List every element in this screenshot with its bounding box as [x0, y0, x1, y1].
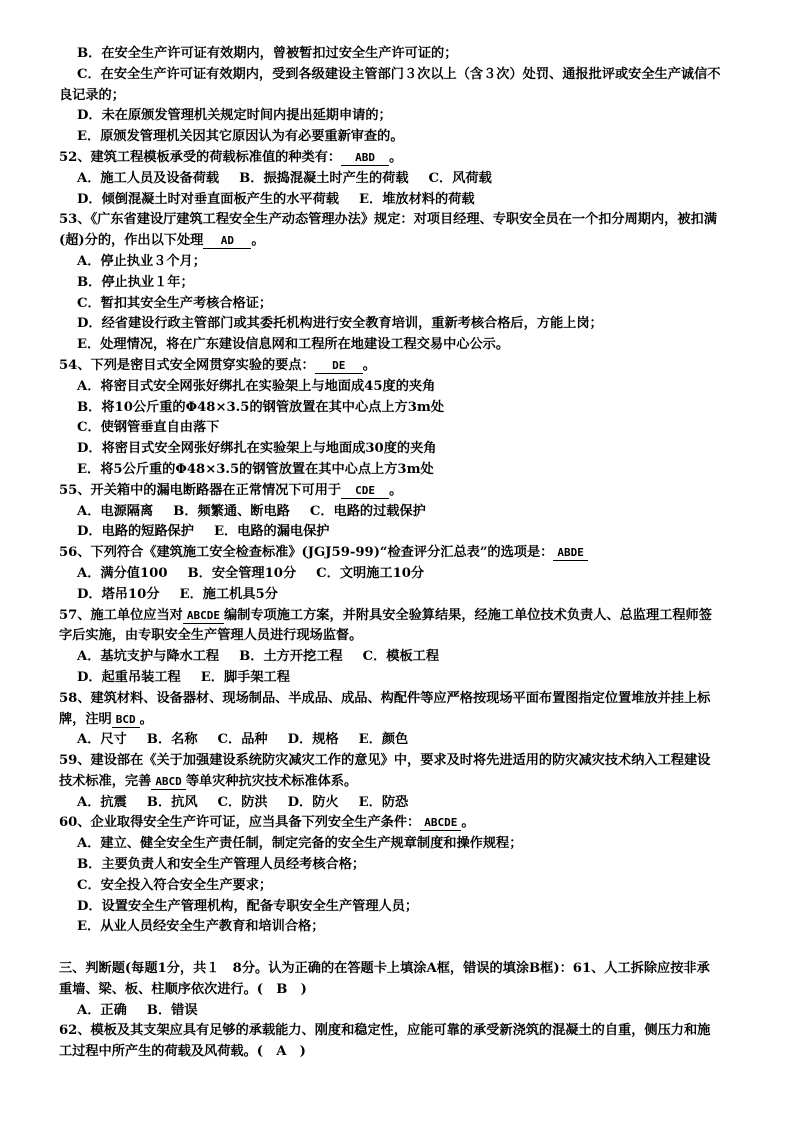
- section-3-heading: 三、判断题(每题1分，共１ 8分。认为正确的在答题卡上填涂A框，错误的填涂B框)：61、人工拆除应按非承: [59, 961, 710, 977]
- option-c: C．风荷载: [428, 170, 492, 186]
- option-e: E．防恐: [358, 794, 409, 810]
- option-a: A．满分值100: [77, 565, 168, 581]
- options-row: [59, 585, 749, 606]
- option-d: D．防火: [287, 794, 339, 810]
- option-c: C．防洪: [217, 794, 268, 810]
- options-row: [59, 522, 749, 543]
- option-e: E．颜色: [358, 732, 409, 748]
- option-b: B．振捣混凝土时产生的荷载: [239, 170, 409, 186]
- question-54: [59, 356, 749, 377]
- question-text-end: 。: [362, 357, 376, 373]
- option-a: A．建立、健全安全生产责任制，制定完备的安全生产规章制度和操作规程；: [77, 836, 523, 852]
- option-b: B．将10公斤重的Φ48×3.5的钢管放置在其中心点上方3m处: [77, 399, 445, 415]
- question-62: 62、模板及其支架应具有足够的承载能力、刚度和稳定性，应能可靠的承受新浇筑的混凝土的自重，侧压力和施: [59, 1023, 711, 1039]
- question-60: [59, 813, 749, 834]
- question-61-cont: 重墙、梁、板、柱顺序依次进行。( B ): [59, 981, 307, 997]
- options-row: [59, 564, 749, 585]
- option-b: B．主要负责人和安全生产管理人员经考核合格；: [77, 857, 366, 873]
- question-text: 54、下列是密目式安全网贯穿实验的要点：: [59, 357, 315, 373]
- option-b: B．抗风: [146, 794, 198, 810]
- option-e: E．从业人员经安全生产教育和培训合格；: [77, 919, 325, 935]
- question-56: [59, 543, 749, 564]
- option-a: A．电源隔离: [77, 503, 154, 519]
- option-e: E．处理情况，将在广东建设信息网和工程所在地建设工程交易中心公示。: [77, 337, 510, 353]
- option-a: A．施工人员及设备荷载: [77, 170, 220, 186]
- document-page: [59, 44, 749, 1063]
- answer-blank: ABCDE: [183, 609, 224, 624]
- option-c: C．文明施工10分: [316, 565, 425, 581]
- question-59: 59、建设部在《关于加强建设系统防灾减灾工作的意见》中，要求及时将先进适用的防灾减灾技术纳入工程建设: [59, 753, 711, 769]
- option-d: D．规格: [287, 732, 339, 748]
- option-c: C．品种: [217, 732, 268, 748]
- option-c: C．模板工程: [362, 649, 440, 665]
- options-row: [59, 647, 749, 668]
- option-b: B．安全管理10分: [187, 565, 297, 581]
- answer-blank: DE: [315, 359, 363, 374]
- question-53: 53、《广东省建设厅建筑工程安全生产动态管理办法》规定：对项目经理、专职安全员在一个扣分周期内，被扣满: [59, 212, 717, 228]
- answer-blank: AD: [203, 234, 251, 249]
- options-row: [59, 169, 749, 190]
- option-c: C．安全投入符合安全生产要求；: [77, 877, 273, 893]
- answer-blank: ABDE: [553, 546, 588, 561]
- option-e: E．电路的漏电保护: [213, 524, 330, 540]
- question-text: 57、施工单位应当对: [59, 607, 183, 623]
- question-text: 55、开关箱中的漏电断路器在正常情况下可用于: [59, 482, 342, 498]
- section-gap: [59, 938, 749, 959]
- option-a: A．抗震: [77, 794, 127, 810]
- option-a: A．停止执业３个月；: [77, 253, 206, 269]
- answer-blank: ABCD: [151, 775, 186, 790]
- question-text-end: 。: [389, 149, 403, 165]
- question-text: (超)分的，作出以下处理: [59, 233, 204, 249]
- question-text: 52、建筑工程模板承受的荷载标准值的种类有：: [59, 149, 342, 165]
- option-c: C．电路的过载保护: [309, 503, 426, 519]
- answer-blank: ABD: [341, 151, 389, 166]
- option-line: D．未在原颁发管理机关规定时间内提出延期申请的；: [77, 108, 392, 124]
- option-d: D．起重吊装工程: [77, 669, 181, 685]
- question-text: 技术标准，完善: [59, 773, 152, 789]
- option-a: A．基坑支护与降水工程: [77, 649, 220, 665]
- option-c: C．暂扣其安全生产考核合格证；: [77, 295, 273, 311]
- question-text: 60、企业取得安全生产许可证，应当具备下列安全生产条件：: [59, 815, 421, 831]
- option-a: A．正确: [77, 1002, 127, 1018]
- question-62-cont: 工过程中所产生的荷载及风荷载。( A ): [59, 1044, 306, 1060]
- option-a: A．尺寸: [77, 732, 127, 748]
- option-d: D．塔吊10分: [77, 586, 160, 602]
- option-line: C．在安全生产许可证有效期内，受到各级建设主管部门３次以上（含３次）处罚、通报批评或安全生产诚信不: [77, 66, 721, 82]
- option-e: E．将5公斤重的Φ48×3.5的钢管放置在其中心点上方3m处: [77, 461, 434, 477]
- question-text-end: 。: [461, 815, 475, 831]
- options-row: [59, 502, 749, 523]
- option-a: A．将密目式安全网张好绑扎在实验架上与地面成45度的夹角: [77, 378, 436, 394]
- answer-blank: ABCDE: [420, 816, 461, 831]
- option-line-continued: 良记录的；: [59, 87, 125, 103]
- options-row: [59, 730, 749, 751]
- question-text: 56、下列符合《建筑施工安全检查标准》(JGJ59-99)“检查评分汇总表”的选项是：: [59, 545, 554, 561]
- question-text-end: 编制专项施工方案，并附具安全验算结果，经施工单位技术负责人、总监理工程师签: [223, 607, 712, 623]
- question-text-end: 。: [389, 482, 403, 498]
- question-53-cont: [59, 231, 749, 252]
- question-57-cont: 字后实施，由专职安全生产管理人员进行现场监督。: [59, 628, 363, 644]
- options-row: [59, 1001, 749, 1022]
- option-line: E．原颁发管理机关因其它原因认为有必要重新审查的。: [77, 129, 404, 145]
- question-58-cont: [59, 710, 749, 731]
- options-row: [59, 668, 749, 689]
- option-d: D．电路的短路保护: [77, 524, 194, 540]
- option-d: D．经省建设行政主管部门或其委托机构进行安全教育培训，重新考核合格后，方能上岗；: [77, 316, 603, 332]
- option-b: B．频繁通、断电路: [173, 503, 290, 519]
- answer-blank: CDE: [341, 484, 389, 499]
- question-58: 58、建筑材料、设备器材、现场制品、半成品、成品、构配件等应严格按现场平面布置图指定位置堆放并挂上标: [59, 690, 711, 706]
- options-row: [59, 190, 749, 211]
- option-d: D．将密目式安全网张好绑扎在实验架上与地面成30度的夹角: [77, 441, 437, 457]
- answer-blank: BCD: [112, 713, 140, 728]
- option-b: B．名称: [146, 732, 198, 748]
- options-row: [59, 793, 749, 814]
- option-e: E．脚手架工程: [200, 669, 290, 685]
- question-text-end: 等单灾种抗灾技术标准体系。: [185, 773, 358, 789]
- question-text-end: 。: [251, 233, 265, 249]
- option-d: D．倾倒混凝土时对垂直面板产生的水平荷载: [77, 191, 339, 207]
- option-b: B．土方开挖工程: [239, 649, 343, 665]
- question-59-cont: [59, 772, 749, 793]
- question-52: [59, 148, 749, 169]
- option-line: B．在安全生产许可证有效期内，曾被暂扣过安全生产许可证的；: [77, 46, 458, 61]
- option-e: E．施工机具5分: [179, 586, 278, 602]
- option-b: B．错误: [146, 1002, 198, 1018]
- option-b: B．停止执业１年；: [77, 274, 194, 290]
- question-55: [59, 481, 749, 502]
- question-text-end: 。: [139, 711, 153, 727]
- option-c: C．使钢管垂直自由落下: [77, 420, 220, 436]
- question-text: 牌，注明: [59, 711, 112, 727]
- option-e: E．堆放材料的荷载: [359, 191, 475, 207]
- option-d: D．设置安全生产管理机构，配备专职安全生产管理人员；: [77, 898, 419, 914]
- question-57: [59, 606, 749, 627]
